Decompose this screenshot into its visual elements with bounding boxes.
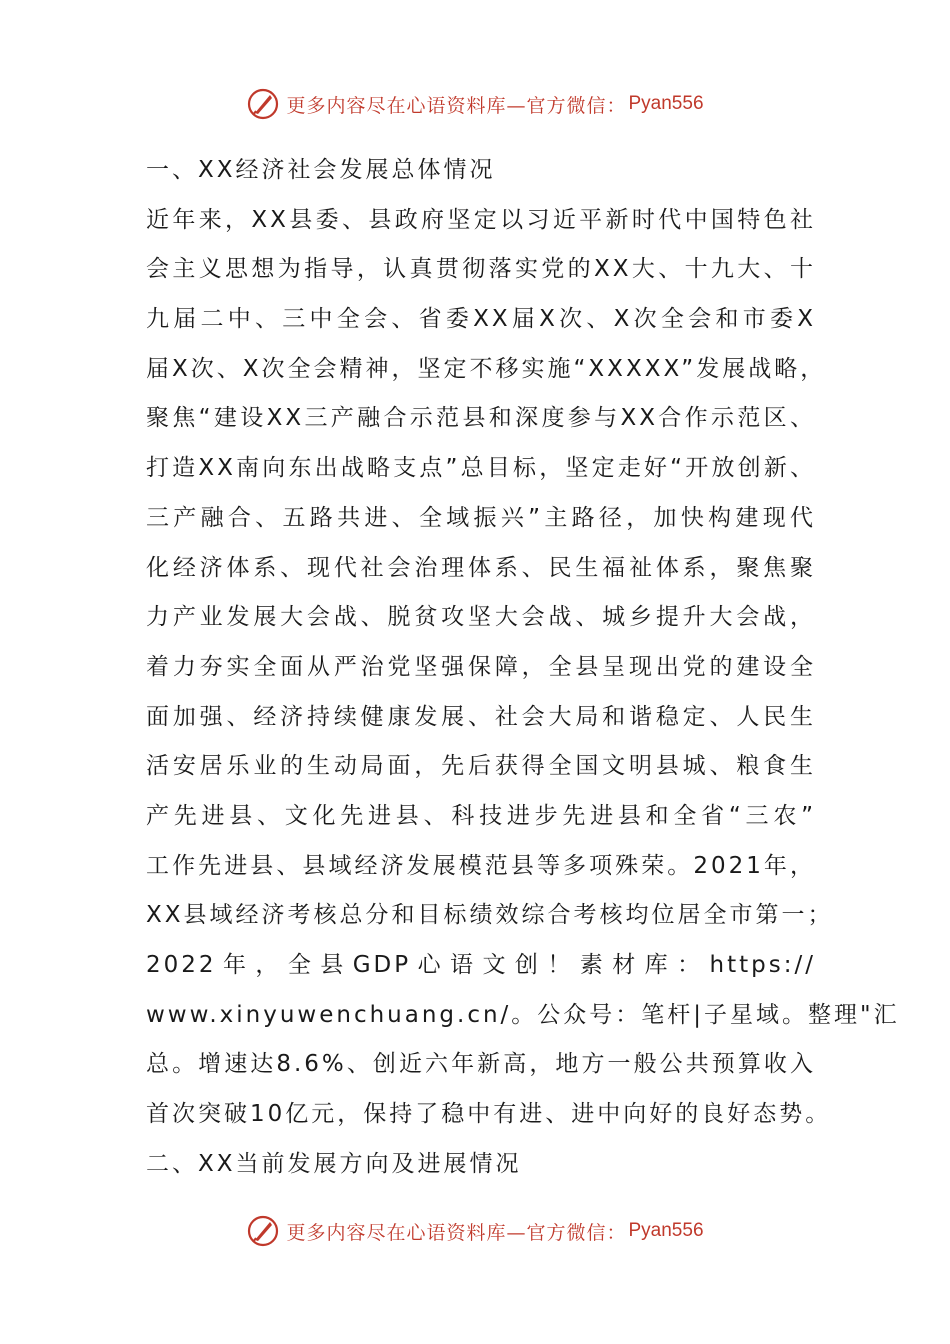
body-line: XX县域经济考核总分和目标绩效综合考核均位居全市第一； [146, 902, 834, 929]
body-line: 活安居乐业的生动局面，先后获得全国文明县城、粮食生 [146, 753, 816, 780]
body-line: 产先进县、文化先进县、科技进步先进县和全省“三农” [146, 802, 816, 829]
quill-logo-icon [246, 87, 280, 121]
header-watermark-banner [0, 84, 950, 124]
body-line: 会主义思想为指导，认真贯彻落实党的XX大、十九大、十 [146, 256, 816, 283]
banner-text: 更多内容尽在心语资料库—官方微信： [286, 1221, 627, 1244]
body-line: 2022年，全县GDP心语文创！素材库：https:// [146, 952, 816, 978]
body-line: 工作先进县、县域经济发展模范县等多项殊荣。2021年， [146, 852, 816, 879]
body-line: 近年来，XX县委、县政府坚定以习近平新时代中国特色社 [146, 206, 816, 233]
body-line: 届X次、X次全会精神，坚定不移实施“XXXXX”发展战略， [146, 355, 827, 382]
body-line: 力产业发展大会战、脱贫攻坚大会战、城乡提升大会战， [146, 604, 816, 631]
body-line: 聚焦“建设XX三产融合示范县和深度参与XX合作示范区、 [146, 405, 816, 432]
section-heading-2: 二、XX当前发展方向及进展情况 [146, 1150, 522, 1177]
body-line: 打造XX南向东出战略支点”总目标，坚定走好“开放创新、 [146, 455, 816, 482]
footer-watermark-banner [0, 1211, 950, 1251]
quill-logo-icon [246, 1214, 280, 1248]
body-line: 着力夯实全面从严治党坚强保障，全县呈现出党的建设全 [146, 653, 816, 680]
body-line: 三产融合、五路共进、全域振兴”主路径，加快构建现代 [146, 504, 816, 531]
body-line: 总。增速达8.6%、创近六年新高，地方一般公共预算收入 [146, 1051, 816, 1078]
wechat-id: Pyan556 [628, 93, 704, 114]
body-line: 首次突破10亿元，保持了稳中有进、进中向好的良好态势。 [146, 1101, 832, 1128]
body-line: www.xinyuwenchuang.cn/。公众号：笔杆|子星域。整理"汇 [146, 1001, 900, 1028]
section-heading-1: 一、XX经济社会发展总体情况 [146, 157, 496, 183]
body-line: 九届二中、三中全会、省委XX届X次、X次全会和市委X [146, 306, 816, 333]
document-body [146, 146, 900, 1189]
banner-text: 更多内容尽在心语资料库—官方微信： [286, 94, 627, 117]
wechat-id: Pyan556 [628, 1220, 704, 1241]
body-line: 化经济体系、现代社会治理体系、民生福祉体系，聚焦聚 [146, 554, 816, 581]
body-line: 面加强、经济持续健康发展、社会大局和谐稳定、人民生 [146, 703, 816, 730]
